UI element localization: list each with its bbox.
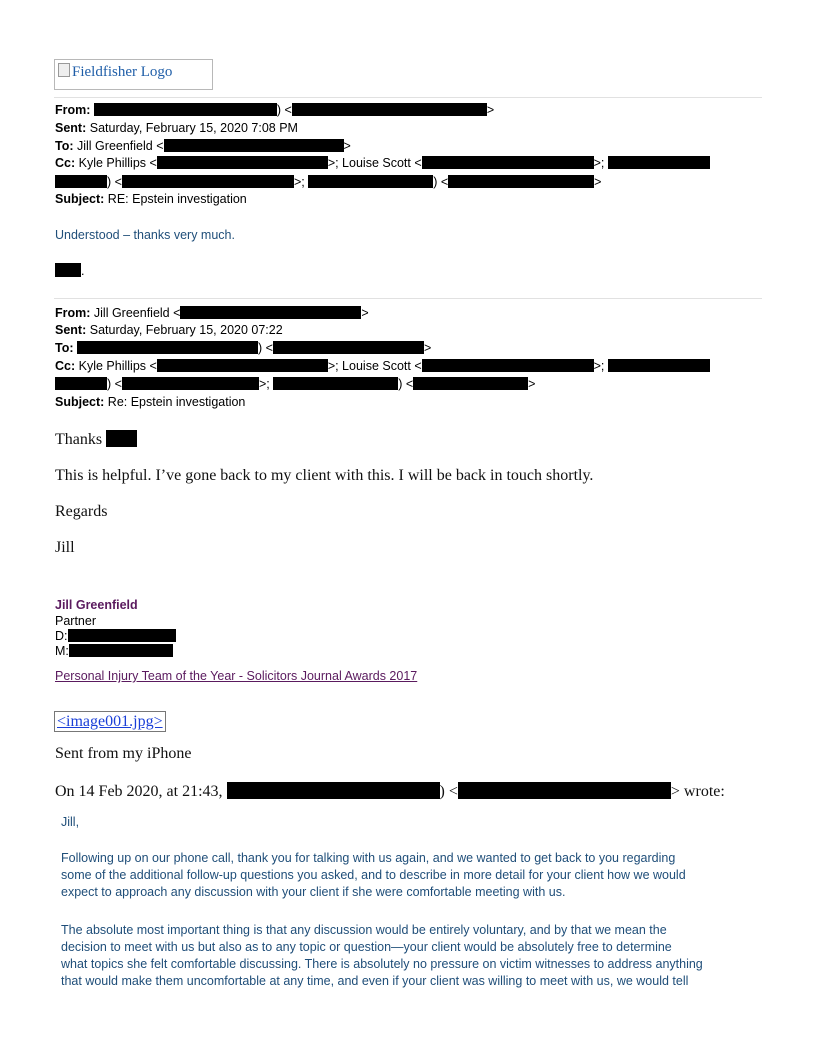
award-link[interactable]: Personal Injury Team of the Year - Solicitors Journal Awards 2017 [55,669,418,683]
redaction [68,629,176,642]
signature-name: Jill Greenfield [55,598,138,612]
redaction [227,782,440,799]
redaction [608,359,710,372]
quoted-header: On 14 Feb 2020, at 21:43, ) < > wrote: [55,783,725,800]
divider [54,298,762,299]
redaction [157,156,328,169]
redaction [122,175,294,188]
image-attachment-link[interactable]: <image001.jpg> [54,711,166,732]
paragraph-line: that would make them uncomfortable at any time, and even if your client was willing to meet with us, we would tell [61,974,689,988]
email1-cc-line: Cc: Kyle Phillips < >; Louise Scott < >; [55,155,710,171]
email2-name: Jill [55,539,75,556]
redaction [608,156,710,169]
email1-sign-off: . [55,263,84,279]
redaction [106,430,137,447]
redaction [273,341,424,354]
paragraph-line: what topics she felt comfortable discussing. There is absolutely no pressure on victim witnesses to address anything [61,957,703,971]
logo-alt-text: Fieldfisher Logo [72,64,173,80]
redaction [448,175,594,188]
email1-body: Understood – thanks very much. [55,228,235,242]
email1-to-line: To: Jill Greenfield < > [55,139,351,153]
divider [54,97,762,98]
redaction [164,139,344,152]
redaction [180,306,361,319]
broken-image-icon [58,63,70,77]
redaction [122,377,259,390]
paragraph-line: expect to approach any discussion with your client if she were comfortable meeting with us. [61,885,566,899]
email2-cc-line: Cc: Kyle Phillips < >; Louise Scott < >; [55,358,710,374]
fieldfisher-logo [54,59,213,90]
redaction [55,377,107,390]
email1-cc-line-cont: ) < >; ) < > [55,174,601,190]
signature-title: Partner [55,614,96,628]
sent-from-iphone: Sent from my iPhone [55,745,192,762]
paragraph-line: The absolute most important thing is that any discussion would be entirely voluntary, and by that we mean the [61,923,667,937]
redaction [273,377,398,390]
email2-cc-line-cont: ) < >; ) < > [55,376,535,392]
redaction [292,103,487,116]
quoted-paragraph-1 [61,850,761,901]
redaction [55,175,107,188]
redaction [308,175,433,188]
redaction [94,103,277,116]
redaction [55,263,81,277]
email2-sent-line: Sent: Saturday, February 15, 2020 07:22 [55,323,283,337]
redaction [69,644,173,657]
signature-mobile-line: M: [55,644,173,658]
email1-from-line: From: ) < > [55,103,495,117]
email2-line1: This is helpful. I’ve gone back to my client with this. I will be back in touch shortly. [55,467,594,484]
quoted-salutation: Jill, [61,815,80,829]
email2-from-line: From: Jill Greenfield < > [55,306,369,320]
redaction [458,782,671,799]
email2-to-line: To: ) < > [55,341,432,355]
email1-sent-line: Sent: Saturday, February 15, 2020 7:08 PM [55,121,298,135]
paragraph-line: decision to meet with us but also as to any topic or question—your client would be absolutely free to determine [61,940,672,954]
paragraph-line: some of the additional follow-up questions you asked, and to describe in more detail for your client how we would [61,868,686,882]
email2-subject-line: Subject: Re: Epstein investigation [55,395,246,409]
email1-subject-line: Subject: RE: Epstein investigation [55,192,247,206]
email2-regards: Regards [55,503,108,520]
redaction [422,359,594,372]
email2-greeting: Thanks [55,430,137,449]
signature-direct-line: D: [55,629,176,643]
redaction [157,359,328,372]
paragraph-line: Following up on our phone call, thank you for talking with us again, and we wanted to get back to you regarding [61,851,676,865]
redaction [422,156,594,169]
redaction [77,341,258,354]
quoted-paragraph-2 [61,922,761,990]
redaction [413,377,528,390]
